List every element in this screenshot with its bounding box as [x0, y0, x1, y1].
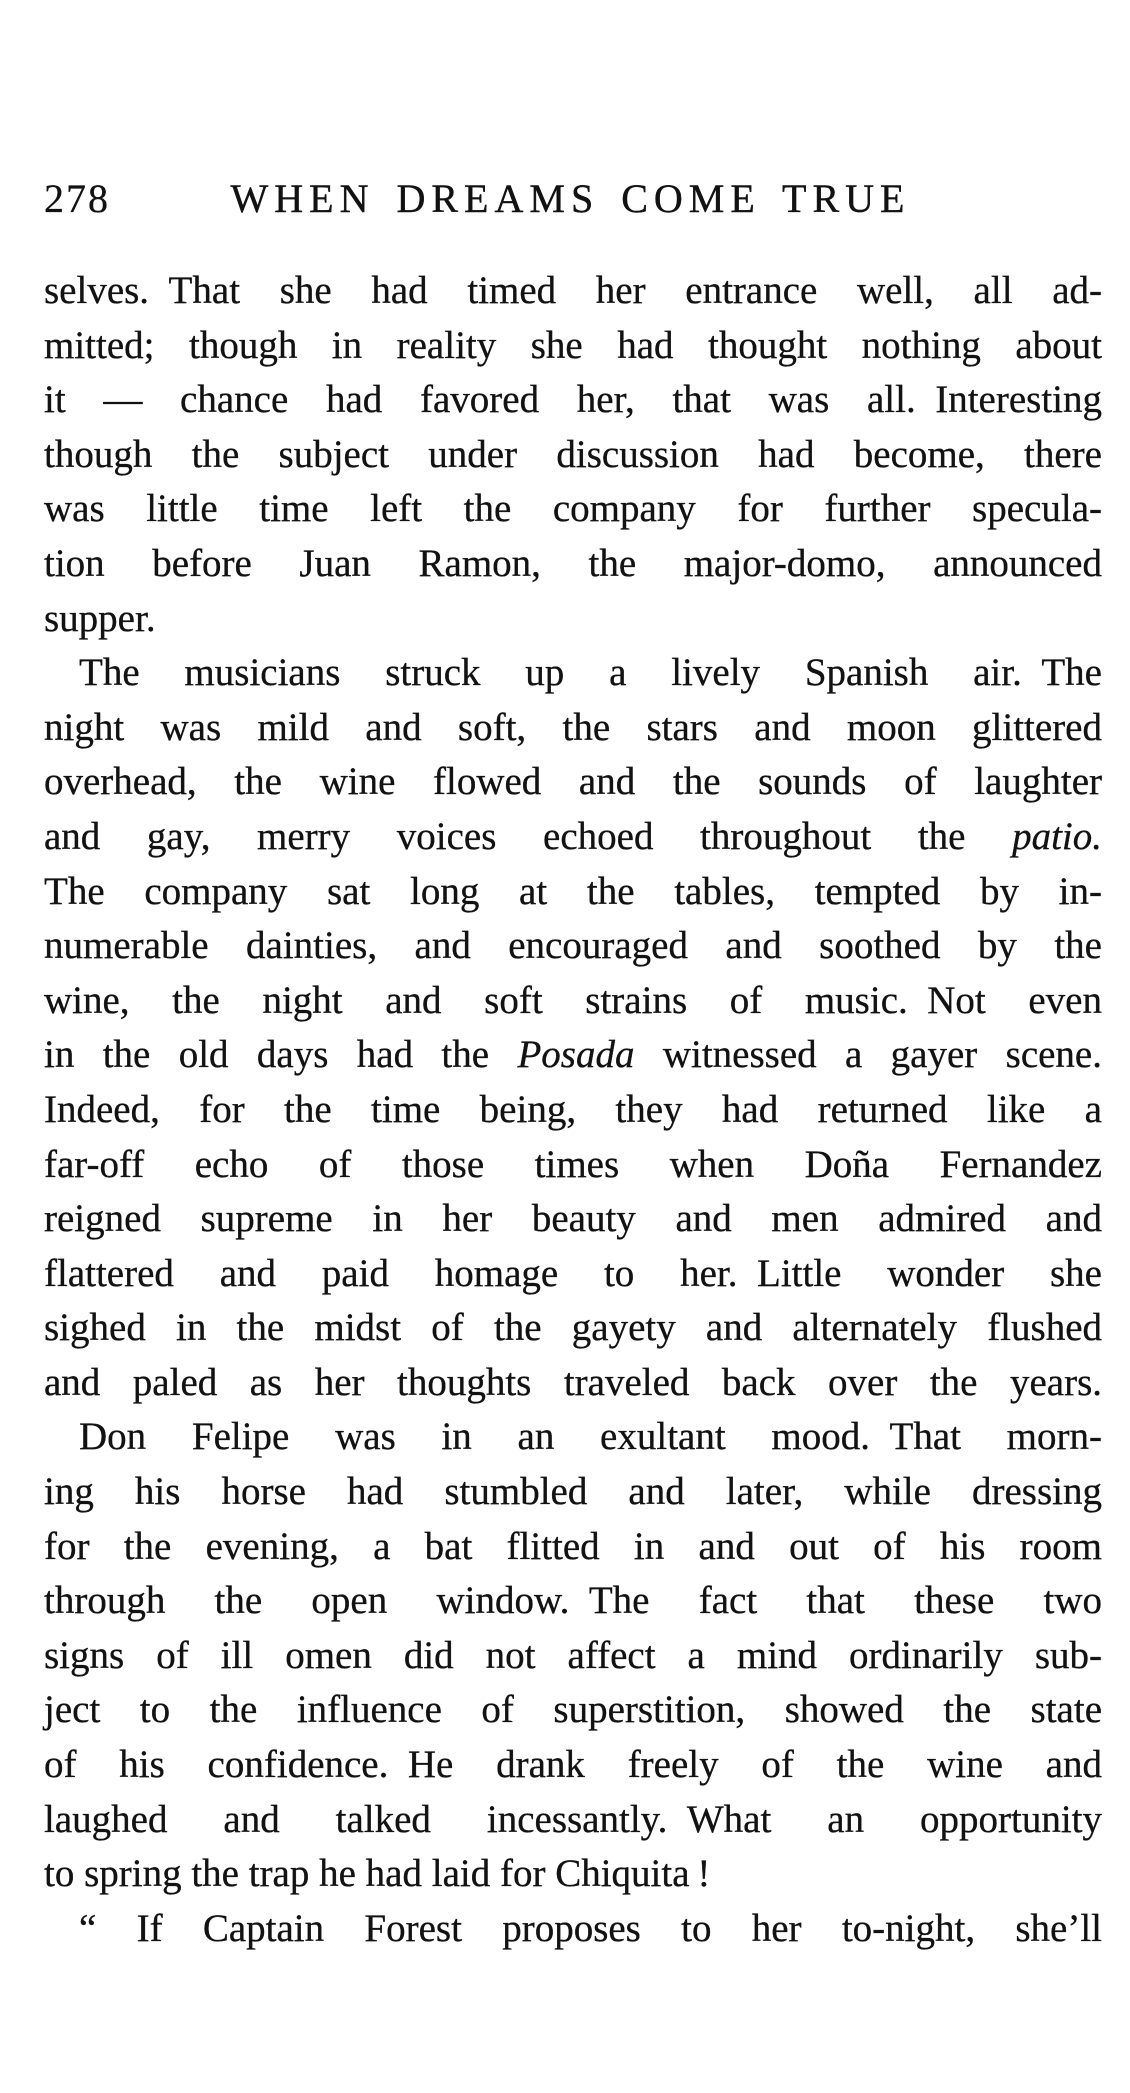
text-line: numerable dainties, and encouraged and soothed by the	[44, 924, 1102, 968]
text-line: flattered and paid homage to her. Little wonder she	[44, 1251, 1102, 1295]
text-line: though the subject under discussion had become, there	[44, 432, 1102, 476]
text-line: sighed in the midst of the gayety and alternately flushed	[44, 1306, 1102, 1350]
text-line: and paled as her thoughts traveled back over the years.	[44, 1360, 1102, 1404]
text-line: The company sat long at the tables, tempted by in-	[44, 869, 1102, 913]
text-line: for the evening, a bat flitted in and out of his room	[44, 1524, 1102, 1568]
running-title: WHEN DREAMS COME TRUE	[230, 176, 911, 221]
text-line: Don Felipe was in an exultant mood. That morn-	[79, 1415, 1102, 1459]
text-line: selves. That she had timed her entrance well, all ad-	[44, 269, 1102, 312]
text-line: of his confidence. He drank freely of the wine and	[44, 1743, 1102, 1787]
text-line: The musicians struck up a lively Spanish air. The	[79, 651, 1102, 695]
text-line: reigned supreme in her beauty and men admired and	[44, 1197, 1102, 1241]
text-line: Indeed, for the time being, they had returned like a	[44, 1087, 1102, 1131]
text-line: in the old days had the Posada witnessed a gayer scene.	[44, 1033, 1102, 1077]
text-line: laughed and talked incessantly. What an opportunity	[44, 1797, 1102, 1841]
text-line: signs of ill omen did not affect a mind ordinarily sub-	[44, 1633, 1102, 1677]
text-line: supper.	[44, 596, 156, 640]
text-line: ing his horse had stumbled and later, while dressing	[44, 1470, 1102, 1514]
body-text	[44, 264, 1102, 1956]
running-header	[44, 174, 1097, 224]
text-line: far-off echo of those times when Doña Fernandez	[44, 1142, 1102, 1186]
page-number: 278	[44, 176, 110, 221]
text-line: ject to the influence of superstition, showed the state	[44, 1688, 1102, 1732]
text-line: “ If Captain Forest proposes to her to-night, she’ll	[79, 1906, 1102, 1950]
text-line: overhead, the wine flowed and the sounds of laughter	[44, 760, 1102, 804]
text-line: mitted; though in reality she had thought nothing about	[44, 323, 1102, 367]
text-line: tion before Juan Ramon, the major-domo, announced	[44, 541, 1102, 585]
text-line: through the open window. The fact that these two	[44, 1579, 1102, 1623]
text-line: it — chance had favored her, that was all. Interesting	[44, 378, 1102, 422]
text-line: night was mild and soft, the stars and moon glittered	[44, 705, 1102, 749]
text-line: was little time left the company for further specula-	[44, 487, 1102, 531]
text-line: wine, the night and soft strains of music. Not even	[44, 978, 1102, 1022]
text-line: to spring the trap he had laid for Chiquita !	[44, 1852, 711, 1896]
text-line: and gay, merry voices echoed throughout the patio.	[44, 814, 1102, 858]
